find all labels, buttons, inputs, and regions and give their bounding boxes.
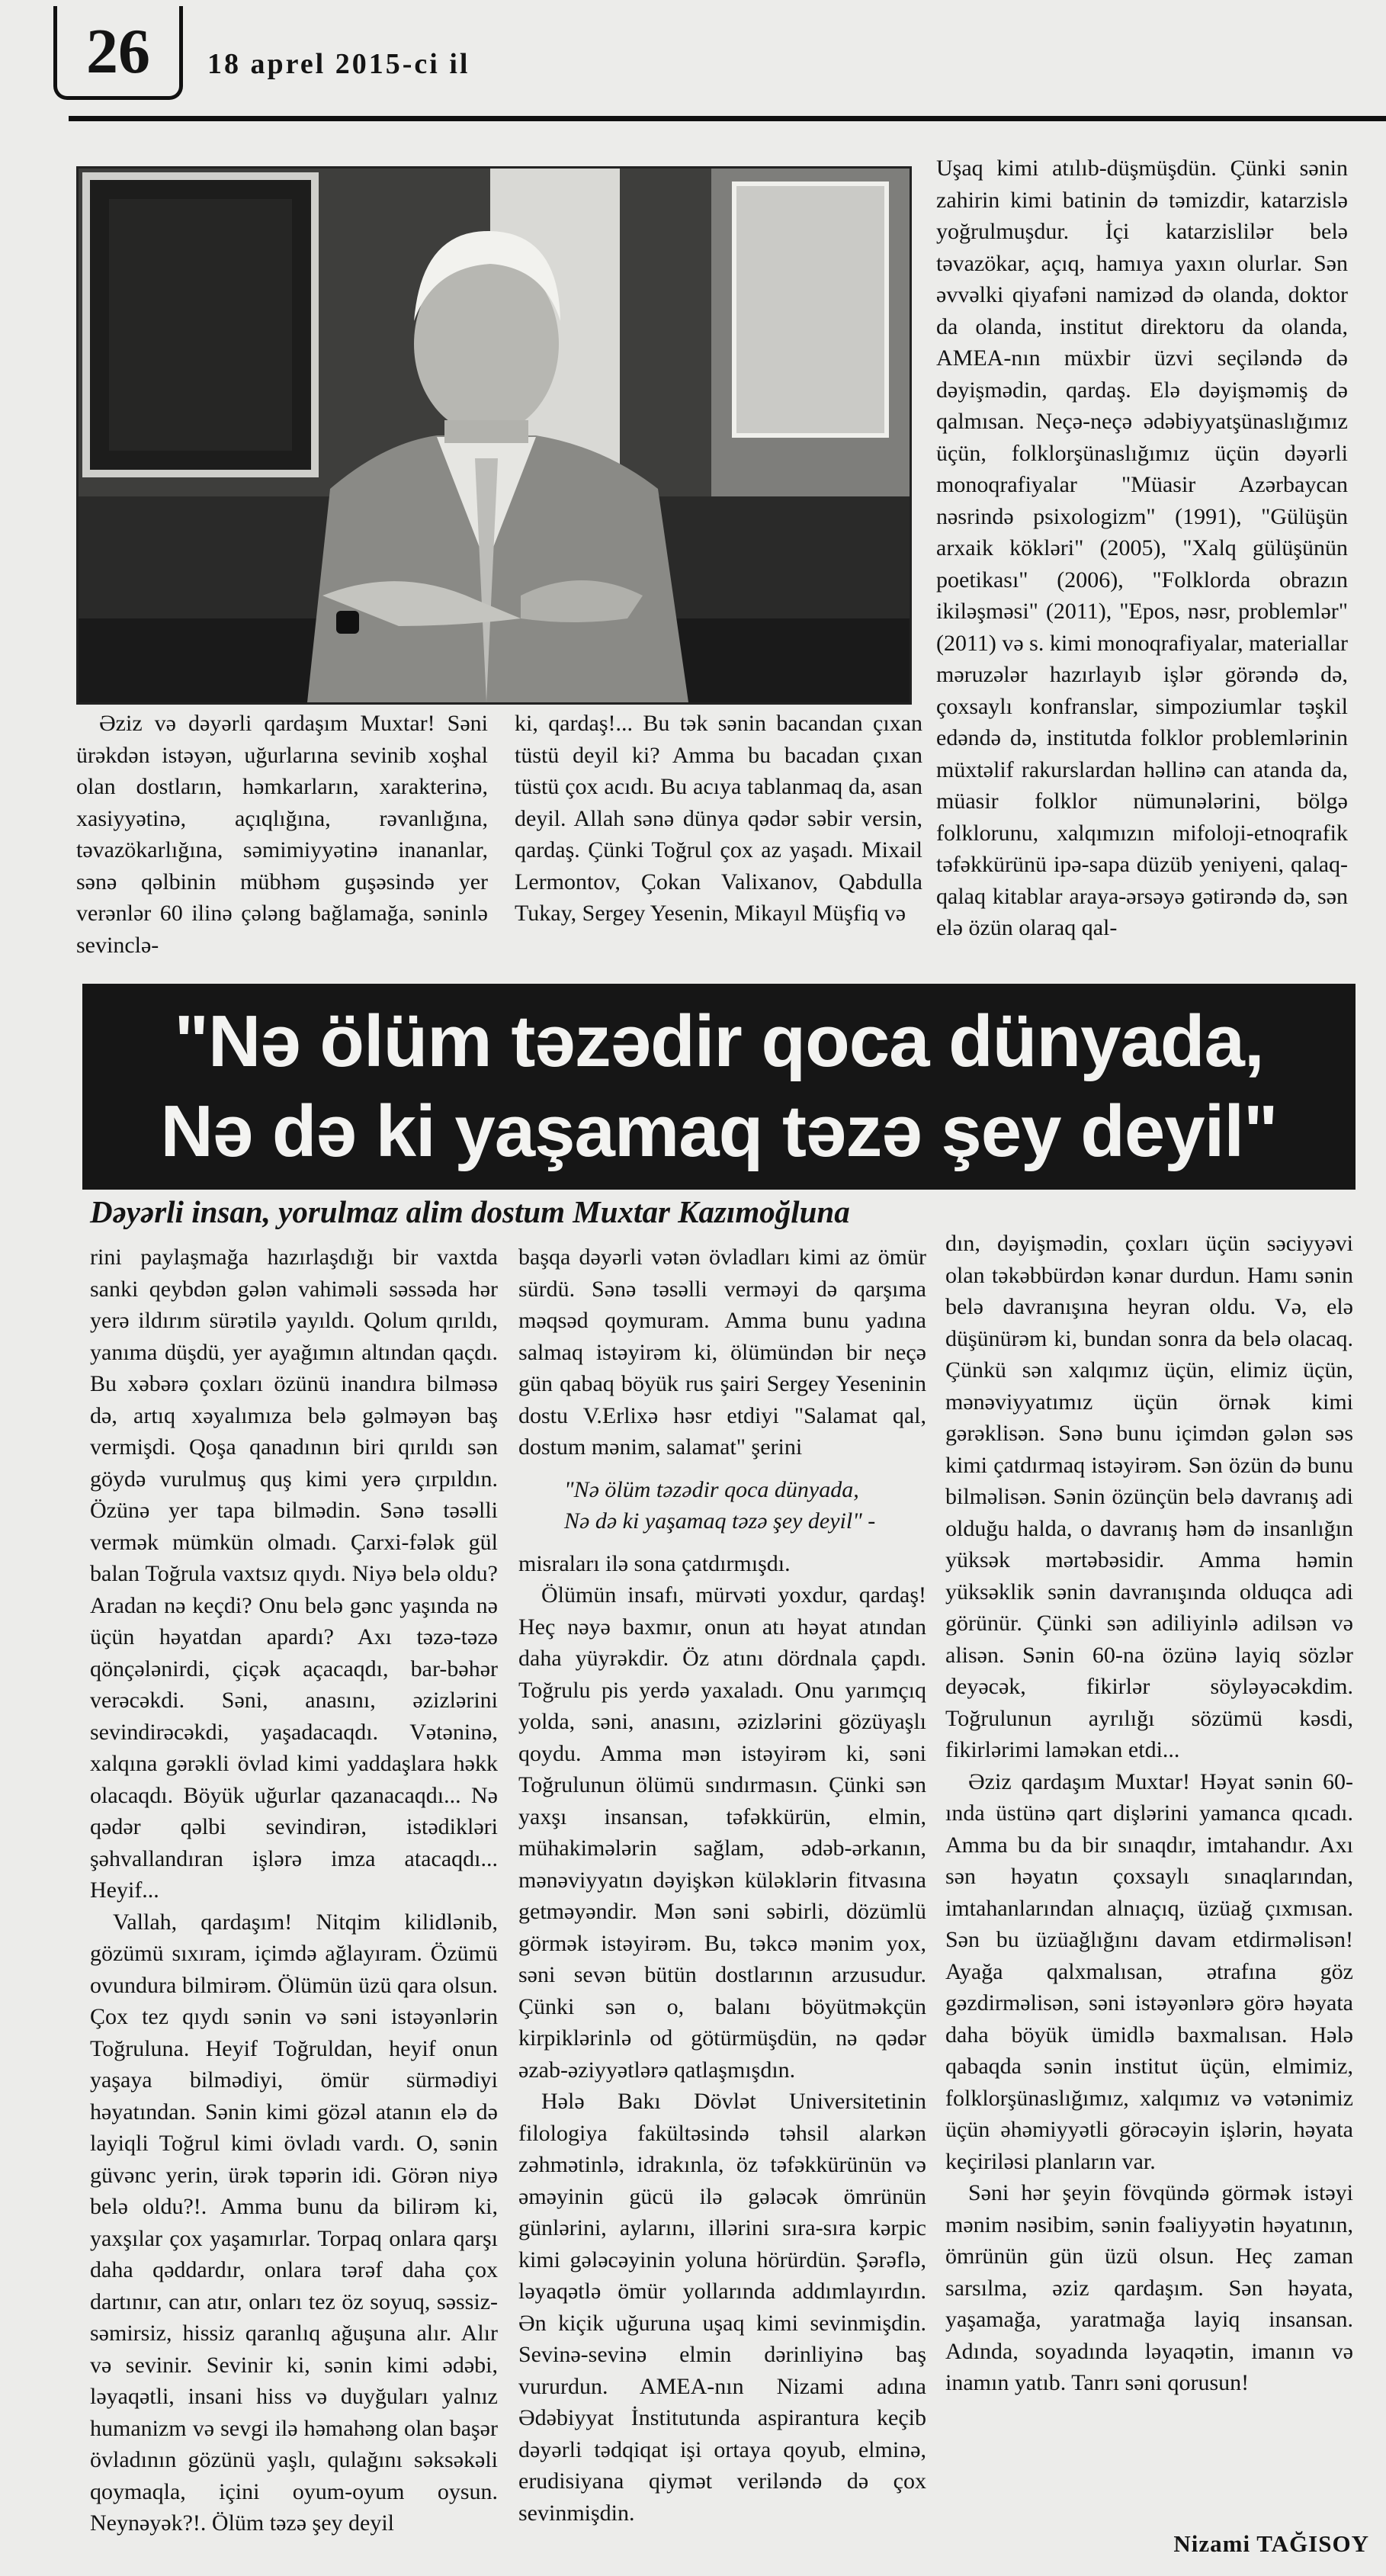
headline (82, 984, 1356, 1190)
paragraph: rini paylaşmağa hazırlaşdığı bir vaxtda sanki qeybdən gələn vahiməli səssəda hər yerə ildırım sürətilə yayıldı. Qolum qırıldı, yanıma düşdü, yer ayağımın altından qaçdı. Bu xəbərə çoxları özünü inandıra bilməsə də, artıq xəyalımıza belə gəlməyən baş vermişdi. Qoşa qanadının biri qırıldı sən göydə vurulmuş quş kimi yerə çırpıldın. Özünə yer tapa bilmədin. Sənə təsəlli vermək mümkün olmadı. Çarxi-fələk gül balan Toğrula vaxtsız qıydı. Niyə belə oldu? Aradan nə keçdi? Onu belə gənc yaşında nə üçün həyatdan apardı? Axı təzə-təzə qönçələnirdi, çiçək açacaqdı, bar-bəhər verəcəkdi. Səni, anasını, əzizlərini sevindirəcəkdi, yaşadacaqdı. Vətəninə, xalqına gərəkli övlad kimi yaddaşlara həkk olacaqdı. Böyük uğurlar qazanacaqdı... Nə qədər qəlbi sevindirən, istədikləri şəhvallandıran işlərə imza atacaqdı... Heyif... (90, 1245, 498, 1903)
author-photo (76, 166, 912, 705)
article-subtitle: Dəyərli insan, yorulmaz alim dostum Muxtar Kazımoğluna (90, 1194, 850, 1229)
paragraph: Əziz qardaşım Muxtar! Həyat sənin 60-ında üstünə qart dişlərini yamanca qıcadı. Amma bu da bir sınaqdır, imtahandır. Axı sən həyatın çoxsaylı sınaqlarından, imtahanlarından alnıaçıq, üzüağ çıxmısan. Sən bu üzüağlığını davam etdirməlisən! Ayağa qalxmalısan, ətrafına göz gəzdirməlisən, səni istəyənlərə görə həyata daha böyük ümidlə baxmalısan. Hələ qabaqda sənin institut üçün, elmimiz, folklorşünaslığımız, xalqımız və vətənimiz üçün əhəmiyyətli görəcəyin işlərin, həyata keçiriləsi planların var. (945, 1768, 1353, 2174)
issue-date: 18 aprel 2015-ci il (207, 48, 470, 80)
header-rule (69, 116, 1386, 121)
paragraph: Əziz və dəyərli qardaşım Muxtar! Səni ürəkdən istəyən, uğurlarına sevinib xoşhal olan dostların, həmkarların, xarakterinə, xasiyyətinə, açıqlığına, rəvanlığına, təvazökarlığına, səmimiyyətinə inananlar, sənə qəlbinin mübhəm guşəsində yer verənlər 60 ilinə çələng bağlamağa, səninlə sevinclə- (76, 711, 488, 958)
paragraph: Səni hər şeyin fövqündə görmək istəyi mənim nəsibim, sənin fəaliyyətin həyatının, ömrünün gün üzü olsun. Heç zaman sarsılma, əziz qardaşım. Sən həyata, yaşamağa, yaratmağa layiq insansan. Adında, soyadında ləyaqətin, imanın və inamın yatıb. Tanrı səni qorusun! (945, 2180, 1353, 2395)
paragraph: ki, qardaş!... Bu tək sənin bacandan çıxan tüstü deyil ki? Amma bu bacadan çıxan tüstü çox acıdı. Bu acıya tablanmaq da, asan deyil. Allah sənə dünya qədər səbir versin, qardaş. Çünki Toğrul çox az yaşadı. Mixail Lermontov, Çokan Valixanov, Qabdulla Tukay, Sergey Yesenin, Mikayıl Müşfiq və (515, 711, 922, 926)
top-column-3 (936, 153, 1348, 944)
top-column-2 (515, 708, 922, 930)
paragraph: Ölümün insafı, mürvəti yoxdur, qardaş! Heç nəyə baxmır, onun atı həyat atından daha yüyrəkdir. Öz atını dördnala çapdı. Toğrulu pis yerdə yaxaladı. Onu yarımçıq yolda, səni, anasını, əzizlərini gözüyaşlı qoydu. Amma mən istəyirəm ki, səni Toğrulunun ölümü sındırmasın. Çünki sən yaxşı insansan, təfəkkürün, elmin, mühakimələrin sağlam, ədəb-ərkanın, mənəviyyatın dəyişkən küləklərin fitvasına getməyəndir. Mən səni səbirli, dözümlü görmək istəyirəm. Bu, təkcə mənim yox, səni sevən bütün dostlarının arzusudur. Çünki sən o, balanı böyütməkçün kirpiklərinlə od götürmüşdün, nə qədər əzab-əziyyətlərə qatlaşmışdın. (518, 1582, 926, 2083)
bottom-column-3 (945, 1228, 1353, 2399)
paragraph: dın, dəyişmədin, çoxları üçün səciyyəvi olan təkəbbürdən kənar durdun. Hamı sənin belə davranışına heyran oldu. Və, elə düşünürəm ki, bundan sonra da belə olacaq. Çünkü sən xalqımız üçün, elimiz üçün, mənəviyyatımız üçün örnək kimi gərəklisən. Sənə bunu içimdən gələn səs kimi çatdırmaq istəyirəm. Sən özün də bunu bilməlisən. Sənin özünçün belə davranış adi olduğu halda, o davranış həm də insanlığın yüksək mərtəbəsidir. Amma həmin yüksəklik sənin davranışında olduqca adi görünür. Çünki sən adiliyinlə adilsən və alisən. Sənin 60-na özünə layiq sözlər deyəcək, fikirlər söyləyəcəkdim. Toğrulunun ayrılığı sözümü kəsdi, fikirlərimi laməkan etdi... (945, 1231, 1353, 1762)
paragraph: misraları ilə sona çatdırmışdı. (518, 1550, 791, 1576)
verse-line: "Nə ölüm təzədir qoca dünyada, (564, 1476, 859, 1502)
paragraph: Vallah, qardaşım! Nitqim kilidlənib, gözümü sıxıram, içimdə ağlayıram. Özümü ovundura bilmirəm. Ölümün üzü qara olsun. Çox tez qıydı sənin və səni istəyənlərin Toğruluna. Heyif Toğruldan, heyif onun yaşaya bilmədiyi, ömür sürmədiyi həyatından. Sənin kimi gözəl atanın elə də layiqli Toğrul kimi övladı vardı. O, sənin güvənc yerin, ürək təpərin idi. Görən niyə belə oldu?!. Amma bunu da bilirəm ki, yaxşılar çox yaşamırlar. Torpaq onlara qarşı daha qəddardır, onlara tərəf daha çox dartınır, can atır, onları tez öz soyuq, səssiz-səmirsiz, hissiz qaranlıq ağuşuna alır. Alır və sevinir. Sevinir ki, sənin kimi ədəbi, ləyaqətli, insani hiss və duyğuları yalnız humanizm və sevgi ilə həmahəng olan başər övladının gözünü yaşlı, qulağını səksəkəli qoymaqla, içini oyum-oyum oysun. Neynəyək?!. Ölüm təzə şey deyil (90, 1909, 498, 2536)
headline-line-1: "Nə ölüm təzədir qoca dünyada, (174, 1001, 1264, 1082)
page-number: 26 (53, 6, 183, 100)
headline-line-2: Nə də ki yaşamaq təzə şey deyil" (160, 1090, 1278, 1172)
top-column-1 (76, 708, 488, 961)
paragraph: Uşaq kimi atılıb-düşmüşdün. Çünki sənin zahirin kimi batinin də təmizdir, katarzislə yoğrulmuşdur. İçi katarzislilər belə təvazökar, açıq, hamıya yaxın olurlar. Sən əvvəlki qiyafəni namizəd də olanda, doktor da olanda, institut direktoru da olanda, AMEA-nın müxbir üzvi seçiləndə də dəyişmədin, qardaş. Elə dəyişməmiş də qalmısan. Neçə-neçə ədəbiyyatşünaslığımız üçün, folklorşünaslığımız üçün dəyərli monoqrafiyalar "Müasir Azərbaycan nəsrində psixologizm" (1991), "Gülüşün arxaik kökləri" (2005), "Xalq gülüşünün poetikası" (2006), "Folklorda obrazın ikiləşməsi" (2011), "Epos, nəsr, problemlər" (2011) və s. kimi monoqrafiyalar, materiallar məruzələr hazırlayıb işlər görəndə də, çoxsaylı konfranslar, simpoziumlar təşkil edəndə də, institutda folklor problemlərinin müxtəlif rakurslardan həllinə can atanda da, müasir folklor nümunələrini, bölgə folklorunu, xalqımızın mifoloji-etnoqrafik təfəkkürünü ipə-sapa düzüb yeniyeni, qalaq-qalaq kitablar araya-ərsəyə gətirəndə də, sən elə özün olaraq qal- (936, 156, 1348, 940)
paragraph: başqa dəyərli vətən övladları kimi az ömür sürdü. Sənə təsəlli verməyi də qarşıma məqsəd qoymuram. Amma bunu yadına salmaq istəyirəm ki, ölümündən bir neçə gün qabaq böyük rus şairi Sergey Yeseninin dostu V.Erlixə həsr etdiyi "Salamat qal, dostum mənim, salamat" şerini (518, 1245, 926, 1460)
bottom-column-1 (90, 1241, 498, 2539)
paragraph: Hələ Bakı Dövlət Universitetinin filologiya fakültəsində təhsil alarkən zəhmətinlə, idrakınla, öz təfəkkürünün və əməyinin gücü ilə gələcək ömrünün günlərini, aylarını, illərini sıra-sıra kərpic kimi gələcəyinin yoluna hörürdün. Şərəflə, ləyaqətlə ömür yollarında addımlayırdın. Ən kiçik uğuruna uşaq kimi sevinmişdin. Sevinə-sevinə elmin dərinliyinə baş vururdun. AMEA-nın Nizami adına Ədəbiyyat İnstitutunda aspirantura keçib dəyərli tədqiqat işi ortaya qoyub, elminə, erudisiyana qiymət veriləndə də çox sevinmişdin. (518, 2089, 926, 2526)
verse-line: Nə də ki yaşamaq təzə şey deyil" - (564, 1508, 876, 1534)
author-signature: Nizami TAĞISOY (1173, 2530, 1369, 2557)
bottom-column-2 (518, 1241, 926, 2529)
portrait-illustration (79, 169, 910, 702)
